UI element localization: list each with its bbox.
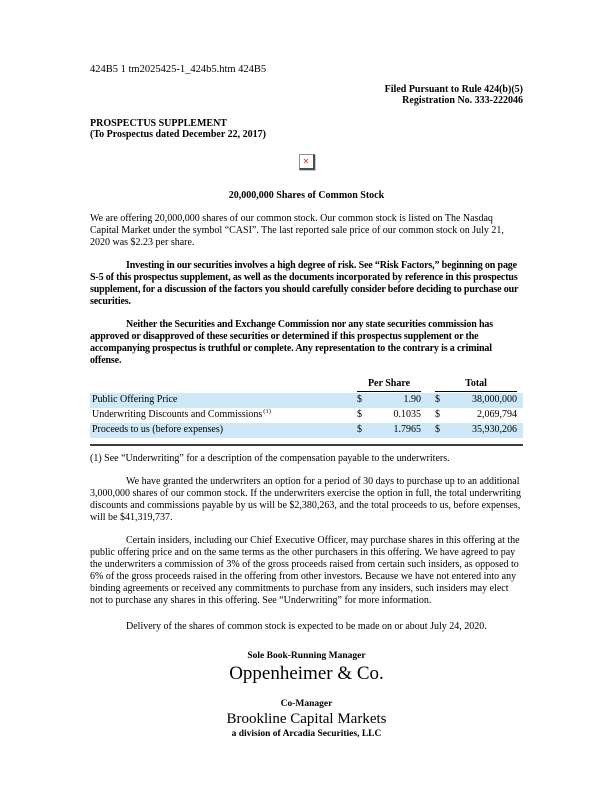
per-share-cell <box>357 394 421 406</box>
table-row <box>90 408 523 423</box>
sec-disclaimer-notice: Neither the Securities and Exchange Commission nor any state securities commission has approved or disapproved of these securities or determined if this prospectus supplement or the accompanying prospectus is truthful or complete. Any representation to the contrary is a criminal offense. <box>90 318 493 366</box>
end-gap <box>517 378 521 392</box>
co-manager-section <box>90 699 523 739</box>
red-x-glyph: ✕ <box>302 156 310 166</box>
per-share-cell <box>357 409 421 421</box>
edgar-document-line: 424B5 1 tm2025425-1_424b5.htm 424B5 <box>90 64 267 75</box>
row-label-text: Proceeds to us (before expenses) <box>92 424 224 436</box>
underwriting-footnote: (1) See “Underwriting” for a description of the compensation payable to the underwriters. <box>90 452 450 464</box>
per-share-cell <box>357 424 421 436</box>
per-share-header: Per Share <box>357 378 421 392</box>
header-spacer <box>92 378 357 392</box>
co-manager-division-line: a division of Arcadia Securities, LLC <box>231 728 382 739</box>
sole-manager-label: Sole Book-Running Manager <box>247 650 366 661</box>
prospectus-date-line: (To Prospectus dated December 22, 2017) <box>90 129 266 141</box>
currency-symbol: $ <box>357 409 362 421</box>
offering-title: 20,000,000 Shares of Common Stock <box>228 189 385 201</box>
co-manager-label: Co-Manager <box>280 699 333 710</box>
managers-block <box>90 651 523 740</box>
table-row <box>90 393 523 408</box>
total-cell <box>435 424 517 436</box>
broken-image-icon <box>299 154 315 170</box>
logo-row <box>90 154 523 170</box>
registration-number-line: Registration No. 333-222046 <box>402 95 523 107</box>
currency-symbol: $ <box>435 424 440 436</box>
table-row <box>90 423 523 438</box>
row-label-text: Underwriting Discounts and Commissions <box>92 409 263 421</box>
row-label <box>92 424 357 436</box>
currency-symbol: $ <box>357 394 362 406</box>
pricing-table-header <box>90 378 523 393</box>
per-share-value: 1.90 <box>403 394 421 406</box>
prospectus-supplement-label: PROSPECTUS SUPPLEMENT <box>90 117 227 129</box>
row-label <box>92 409 357 421</box>
filed-pursuant-line: Filed Pursuant to Rule 424(b)(5) <box>384 83 523 95</box>
overallotment-paragraph: We have granted the underwriters an option for a period of 30 days to purchase up to an additional 3,000,000 shares of our common stock. If the underwriters exercise the option in full, the total underwriting discounts and commissions payable by us will be $2,380,263, and the total proceeds to us, before expenses, will be $41,319,737. <box>90 475 522 523</box>
total-value: 38,000,000 <box>472 394 517 406</box>
intro-paragraph: We are offering 20,000,000 shares of our common stock. Our common stock is listed on The Nasdaq Capital Market under the symbol “CASI”. The last reported sale price of our common stock on July 21, 2020 was $2.23 per share. <box>90 212 504 248</box>
pricing-table <box>90 378 523 438</box>
prospectus-supplement-block <box>90 118 523 141</box>
per-share-value: 1.7965 <box>393 424 421 436</box>
total-cell <box>435 394 517 406</box>
per-share-value: 0.1035 <box>393 409 421 421</box>
row-label-text: Public Offering Price <box>92 394 178 406</box>
total-value: 35,930,206 <box>472 424 517 436</box>
filing-reference-block <box>90 84 523 107</box>
delivery-paragraph: Delivery of the shares of common stock is expected to be made on or about July 24, 2020. <box>126 620 487 632</box>
total-value: 2,069,794 <box>477 409 517 421</box>
currency-symbol: $ <box>435 394 440 406</box>
footnote-marker: (1) <box>263 407 271 415</box>
total-header: Total <box>435 378 517 392</box>
currency-symbol: $ <box>435 409 440 421</box>
insiders-paragraph: Certain insiders, including our Chief Executive Officer, may purchase shares in this offering at the public offering price and on the same terms as the other purchasers in this offering. We have agreed to pay the underwriters a commission of 3% of the gross proceeds raised from certain such insiders, as opposed to 6% of the gross proceeds raised in the offering from other investors. Because we have not entered into any binding agreements or received any commitments to purchase from any insiders, such insiders may elect not to purchase any shares in this offering. See “Underwriting” for more information. <box>90 534 520 606</box>
row-label <box>92 394 357 406</box>
table-footer-divider <box>90 444 523 446</box>
currency-symbol: $ <box>357 424 362 436</box>
total-cell <box>435 409 517 421</box>
risk-factors-notice: Investing in our securities involves a high degree of risk. See “Risk Factors,” beginning on page S-5 of this prospectus supplement, as well as the documents incorporated by reference in this prospectus supplement, for a discussion of the factors you should carefully consider before deciding to purchase our securities. <box>90 259 519 307</box>
co-manager-name: Brookline Capital Markets <box>226 711 387 728</box>
column-gap <box>421 378 435 392</box>
sole-manager-name: Oppenheimer & Co. <box>229 662 384 684</box>
